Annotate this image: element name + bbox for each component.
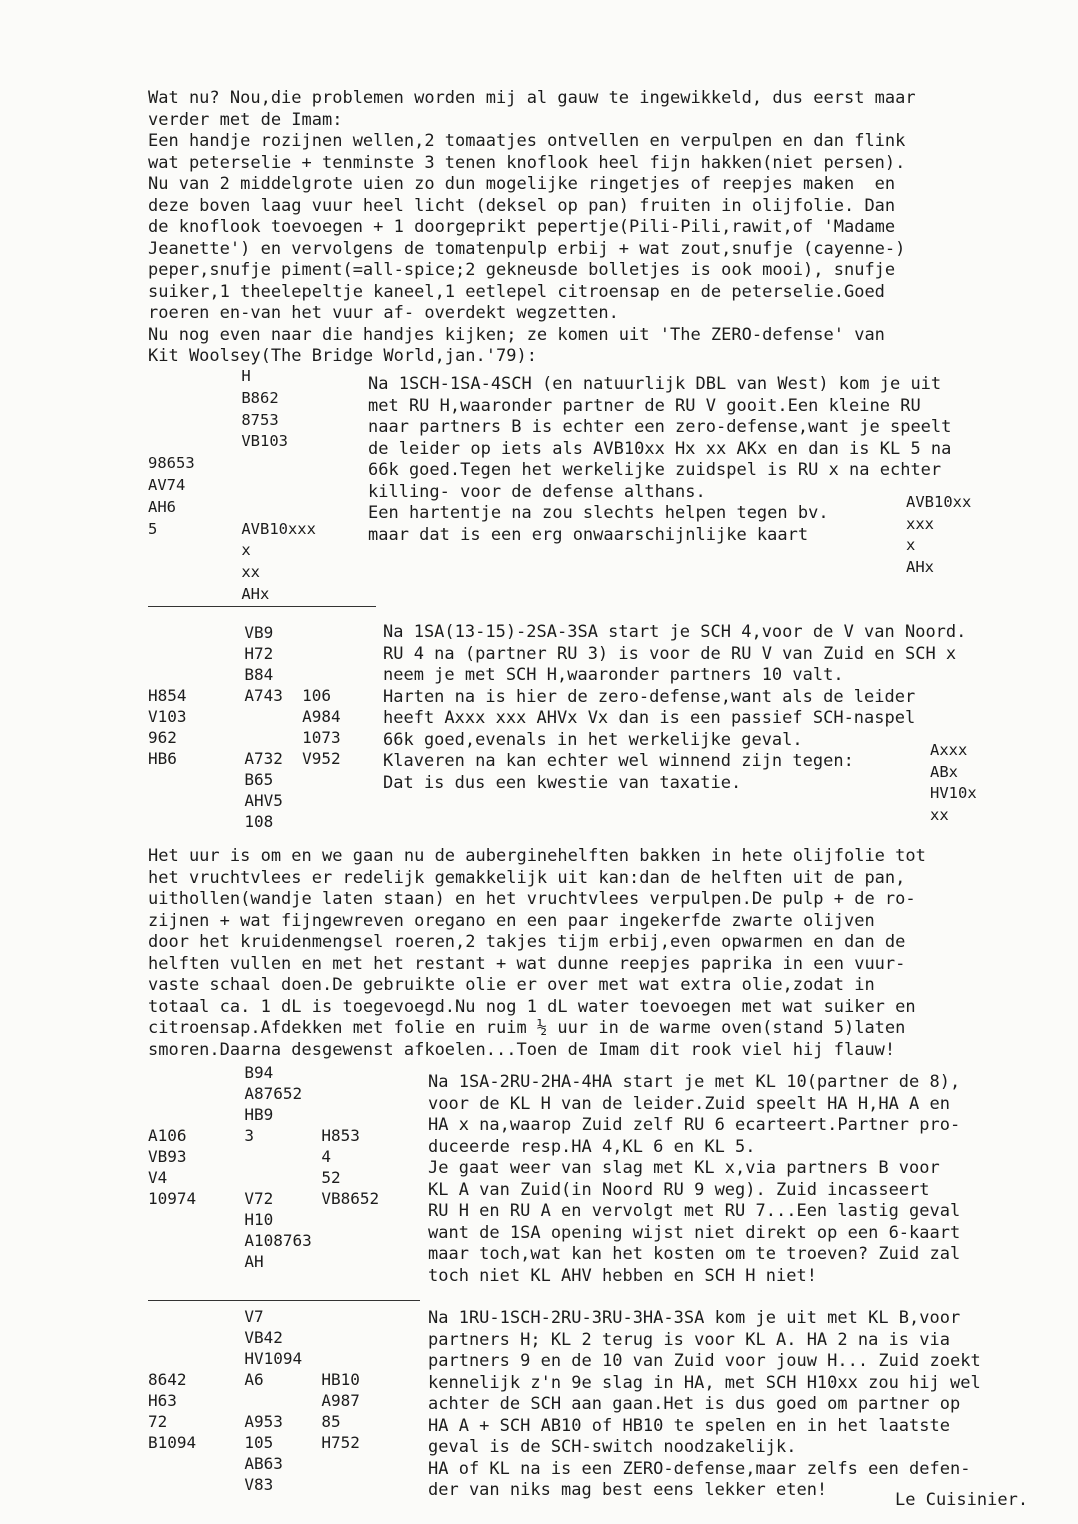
hand2-side-hand: Axxx ABx HV10x xx bbox=[930, 741, 977, 824]
hand3-diagram: B94 A87652 HB9 A106 3 H853 VB93 4 V4 52 10974 V72 VB8652 H10 A108763 AH bbox=[148, 1063, 380, 1271]
hand2-commentary: Na 1SA(13-15)-2SA-3SA start je SCH 4,voor de V van Noord. RU 4 na (partner RU 3) is voor de RU V van Zuid en SCH x neem je met SCH H,waaronder partners 10 valt. Harten na is hier de zero-defense,want als de leider heeft Axxx xxx AHVx Vx dan is een passief SCH-naspel 66k goed,evenals in het werkelijke geval. Klaveren na kan echter wel winnend zijn tegen: Dat is dus een kwestie van taxatie. bbox=[383, 622, 967, 793]
hand1-side-hand: AVB10xx xxx x AHx bbox=[906, 493, 972, 576]
hand1-diagram: H B862 8753 VB103 98653 AV74 AH6 5 AVB10xxx x xx AHx bbox=[148, 367, 316, 603]
hand1-commentary: Na 1SCH-1SA-4SCH (en natuurlijk DBL van West) kom je uit met RU H,waaronder partner de RU V gooit.Een kleine RU naar partners B is echter een zero-defense,want je speelt de leider op iets als AVB10xx Hx xx AKx en dan is KL 5 na 66k goed.Tegen het werkelijke zuidspel is RU x na echter killing- voor de defense althans. Een hartentje na zou slechts helpen tegen bv. maar dat is een erg onwaarschijnlijke kaart bbox=[368, 374, 952, 545]
hand3-commentary: Na 1SA-2RU-2HA-4HA start je met KL 10(partner de 8), voor de KL H van de leider.Zuid speelt HA H,HA A en HA x na,waarop Zuid zelf RU 6 ecarteert.Partner pro- duceerde resp.HA 4,KL 6 en KL 5. Je gaat weer van slag met KL x,via partners B voor KL A van Zuid(in Noord RU 9 weg). Zuid incasseert RU H en RU A en vervolgt met RU 7...Een lastig geval want de 1SA opening wijst niet direkt op een 6-kaart maar toch,wat kan het kosten om te troeven? Zuid zal toch niet KL AHV hebben en SCH H niet! bbox=[428, 1072, 961, 1286]
separator-line bbox=[148, 606, 376, 607]
hand4-commentary: Na 1RU-1SCH-2RU-3RU-3HA-3SA kom je uit met KL B,voor partners H; KL 2 terug is voor KL A. HA 2 na is via partners 9 en de 10 van Zuid voor jouw H... Zuid zoekt kennelijk z'n 9e slag in HA, met SCH H10xx zou hij wel achter de SCH aan gaan.Het is dus goed om partner op HA A + SCH AB10 of HB10 te spelen en in het laatste geval is de SCH-switch noodzakelijk. HA of KL na is een ZERO-defense,maar zelfs een defen- der van niks mag best eens lekker eten! bbox=[428, 1308, 981, 1500]
hand4-diagram: V7 VB42 HV1094 8642 A6 HB10 H63 A987 72 A953 85 B1094 105 H752 AB63 V83 bbox=[148, 1307, 360, 1494]
intro-paragraph: Wat nu? Nou,die problemen worden mij al gauw te ingewikkeld, dus eerst maar verder met de Imam: Een handje rozijnen wellen,2 tomaatjes ontvellen en verpulpen en dan flink wat peterselie + tenminste 3 tenen knoflook heel fijn hakken(niet persen). Nu van 2 middelgrote uien zo dun mogelijke ringetjes of reepjes maken en deze boven laag vuur heel licht (deksel op pan) fruiten in olijfolie. Dan de knoflook toevoegen + 1 doorgeprikt pepertje(Pili-Pili,rawit,of 'Madame Jeanette') en vervolgens de tomatenpulp erbij + wat zout,snufje (cayenne-) peper,snufje piment(=all-spice;2 gekneusde bolletjes is ook mooi), snufje suiker,1 theelepeltje kaneel,1 eetlepel citroensap en de peterselie.Goed roeren en-van het vuur af- overdekt wegzetten. Nu nog even naar die handjes kijken; ze komen uit 'The ZERO-defense' van Kit Woolsey(The Bridge World,jan.'79): bbox=[148, 88, 916, 366]
signature: Le Cuisinier. bbox=[895, 1490, 1029, 1510]
hand2-diagram: VB9 H72 B84 H854 A743 106 V103 A984 962 1073 HB6 A732 V952 B65 AHV5 108 bbox=[148, 623, 341, 831]
separator-line bbox=[148, 1300, 420, 1301]
middle-paragraph: Het uur is om en we gaan nu de auberginehelften bakken in hete olijfolie tot het vruchtvlees er redelijk gemakkelijk uit kan:dan de helften uit de pan, uithollen(wandje laten staan) en het vruchtvlees verpulpen.De pulp + de ro- zijnen + wat fijngewreven oregano en een paar ingekerfde zwarte olijven door het kruidenmengsel roeren,2 takjes tijm erbij,even opwarmen en dan de helften vullen en met het restant + wat dunne reepjes paprika in een vuur- vaste schaal doen.De gebruikte olie er over met wat extra olie,zodat in totaal ca. 1 dL is toegevoegd.Nu nog 1 dL water toevoegen met wat suiker en citroensap.Afdekken met folie en ruim ½ uur in de warme oven(stand 5)laten smoren.Daarna desgewenst afkoelen...Toen de Imam dit rook viel hij flauw! bbox=[148, 846, 926, 1060]
